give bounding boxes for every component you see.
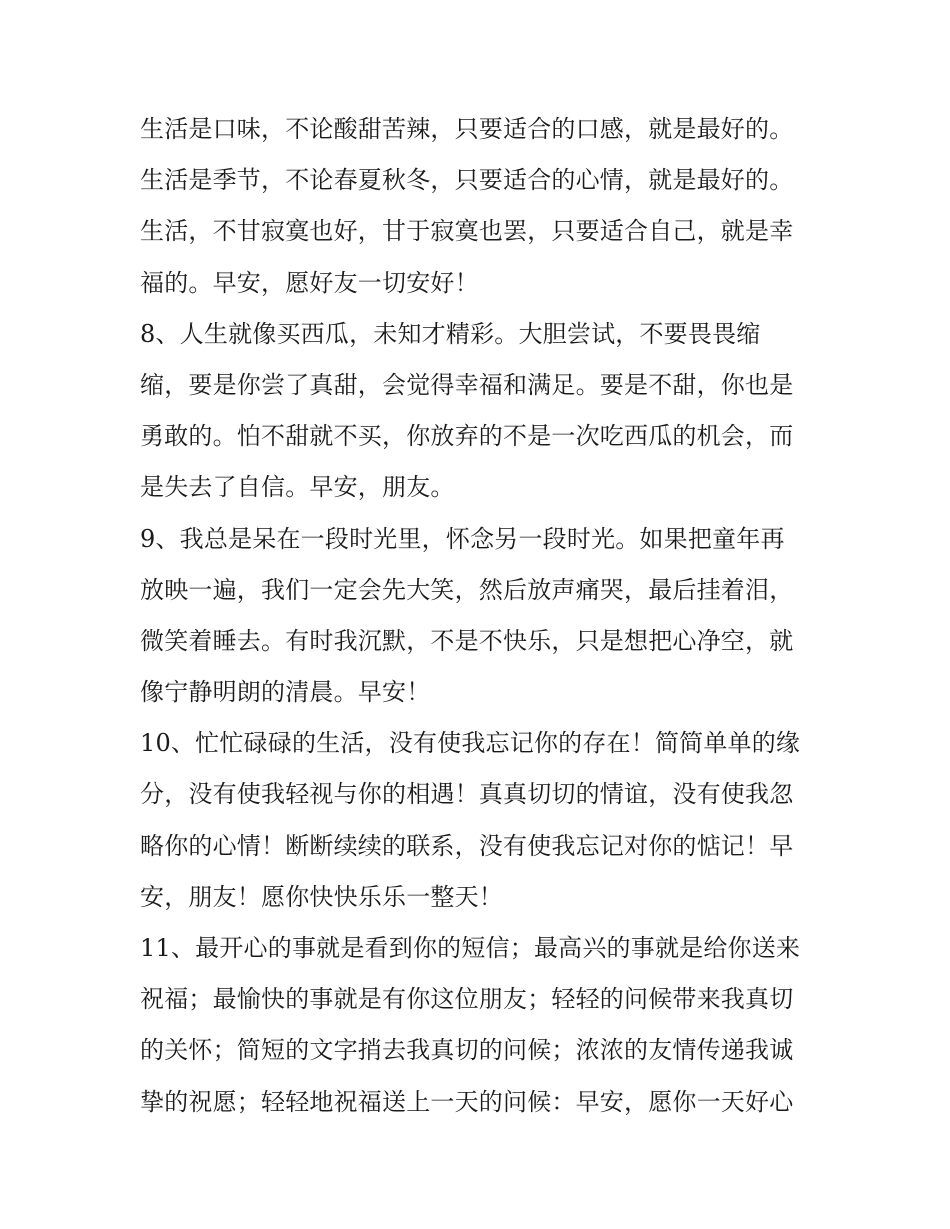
text-line: 是失去了自信。早安，朋友。: [140, 473, 455, 502]
text-line: 的关怀；简短的文字捎去我真切的问候；浓浓的友情传递我诚: [140, 1036, 794, 1065]
text-line: 8、人生就像买西瓜，未知才精彩。大胆尝试，不要畏畏缩: [140, 319, 761, 348]
text-line: 生活是口味，不论酸甜苦辣，只要适合的口感，就是最好的。: [140, 115, 794, 143]
text-line: 略你的心情！断断续续的联系，没有使我忘记对你的惦记！早: [140, 831, 794, 860]
text-line: 生活是季节，不论春夏秋冬，只要适合的心情，就是最好的。: [140, 166, 794, 195]
text-line: 勇敢的。怕不甜就不买，你放弃的不是一次吃西瓜的机会，而: [140, 422, 794, 451]
text-line: 11、最开心的事就是看到你的短信；最高兴的事就是给你送来: [140, 934, 801, 962]
text-line: 放映一遍，我们一定会先大笑，然后放声痛哭，最后挂着泪，: [140, 575, 794, 604]
text-line: 分，没有使我轻视与你的相遇！真真切切的情谊，没有使我忽: [140, 780, 794, 809]
text-line: 安，朋友！愿你快快乐乐一整天！: [140, 882, 503, 911]
text-line: 祝福；最愉快的事就是有你这位朋友；轻轻的问候带来我真切: [140, 985, 794, 1014]
document-body: [140, 104, 820, 1128]
text-line: 生活，不甘寂寞也好，甘于寂寞也罢，只要适合自己，就是幸: [140, 217, 794, 246]
text-line: 10、忙忙碌碌的生活，没有使我忘记你的存在！简简单单的缘: [140, 729, 801, 758]
text-line: 微笑着睡去。有时我沉默，不是不快乐，只是想把心净空，就: [140, 626, 794, 655]
text-line: 挚的祝愿；轻轻地祝福送上一天的问候：早安，愿你一天好心: [140, 1087, 794, 1116]
text-line: 缩，要是你尝了真甜，会觉得幸福和满足。要是不甜，你也是: [140, 370, 794, 399]
text-line: 福的。早安，愿好友一切安好！: [140, 268, 479, 297]
text-line: 像宁静明朗的清晨。早安！: [140, 678, 431, 707]
text-line: 9、我总是呆在一段时光里，怀念另一段时光。如果把童年再: [140, 524, 785, 553]
